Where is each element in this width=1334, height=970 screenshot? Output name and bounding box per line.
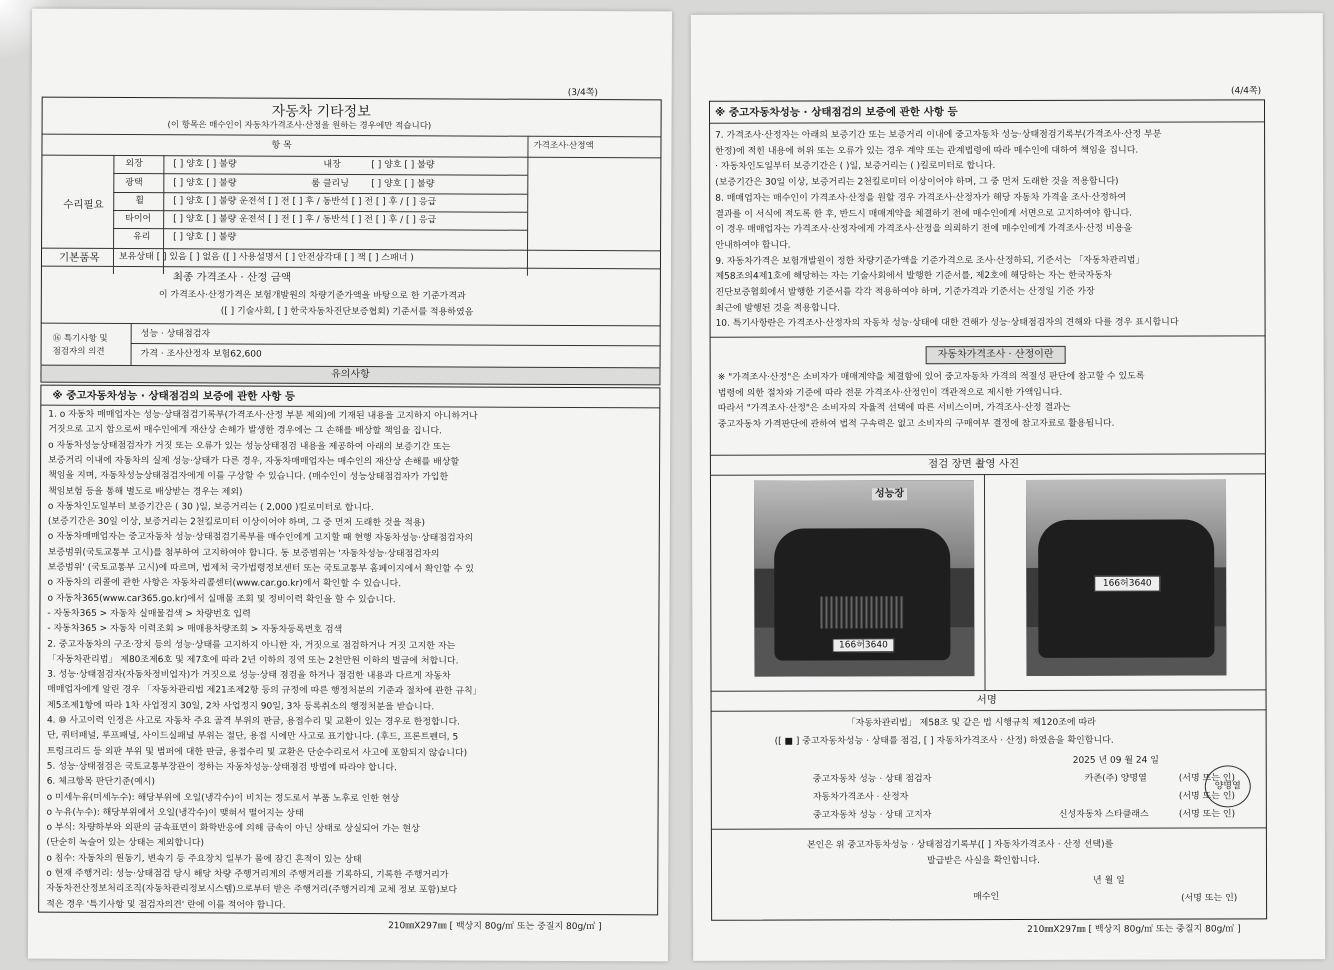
text-line: o 부식: 차량하부와 외판의 금속표면이 화학반응에 의해 금속이 아닌 상태로 상실되어 가는 현상 [46,822,420,835]
page-number: (3/4쪽) [567,87,598,99]
text-line: 법령에 의한 절차와 기준에 따라 전문 가격조사·산정인이 객관적으로 제시한 가액입니다. [717,387,1063,399]
text-line: 거짓으로 고지 함으로써 매수인에게 재산상 손해가 발생한 경우에는 그 손해를 배상할 책임을 집니다. [48,424,442,437]
text-line: 3. 성능·상태점검자(자동차정비업자)가 거짓으로 성능·상태 점검을 하거나 점검한 내용과 다르게 자동차 [47,669,451,682]
repair-item-name: 외장 [125,159,143,170]
repair-item-status: [ ] 양호 [ ] 불량 [173,232,237,243]
text-line: 보증범위(국토교통부 고시)를 첨부하여 고지하여야 합니다. 동 보증범위는 '자동차성능·상태점검자의 [47,547,440,560]
text-line: 보증범위' (국토교통부 고시)에 따르며, 법제처 국가법령정보센터 또는 국토교통부 홈페이지에서 확인할 수 있 [47,562,475,575]
text-line: 제58조의4제1호에 해당하는 자는 기술사회에서 발행한 기준서를, 제2호에 해당하는 자는 한국자동차 [715,271,1112,283]
signer-name: 카존(주) 양명열 [1084,773,1147,784]
text-line: 트렁크리드 등 외판 부위 및 범퍼에 대한 판금, 용접수리 및 교환은 단순수리로서 사고에 포함되지 않습니다) [46,746,468,759]
text-line: 매매업자에게 알린 경우 「자동차관리법 제21조제2항 등의 규정에 따른 행정처분의 기준과 절차에 관한 규칙」 [47,685,482,697]
signature-statement: ([ ■ ] 중고자동차성능 · 상태를 점검, [ ] 자동차가격조사 · 산정) 하였음을 확인합니다. [774,735,1114,747]
signature-section-title: 서명 [976,694,997,707]
column-header-price: 가격조사·산정액 [533,140,594,152]
notice-text [32,9,672,12]
text-line: (단순히 녹슬어 있는 상태는 제외합니다) [46,838,205,849]
text-line: 중고자동차 가격판단에 관하여 법적 구속력은 없고 소비자의 구매여부 결정에 참고자료로 활용됩니다. [717,418,1115,430]
repair-item-status: [ ] 양호 [ ] 불량 [173,178,237,189]
special-notes-label: 점검자의 의견 [52,346,105,357]
column-header-item: 항 목 [271,140,292,151]
final-price-title: 최종 가격조사 · 산정 금액 [172,271,292,284]
repair-item-status: [ ] 양호 [ ] 불량 운전석 [ ] 전 [ ] 후 / 동반석 [ ] 전 [ ] 후 / [ ] 응급 [173,196,437,208]
text-line: 적은 경우 '특기사항 및 점검자의견' 란에 이를 적어야 합니다. [46,899,286,911]
rear-license-plate: 166허3640 [1094,576,1160,592]
text-line: o 누유(누수): 해당부위에서 오일(냉각수)이 맺혀서 떨어지는 상태 [46,807,304,819]
repair-item-name: 내장 [323,159,341,170]
signer-mark: (서명 또는 인) [1178,791,1236,802]
receipt-statement: 발급받은 사실을 확인합니다. [926,855,1040,867]
front-license-plate: 166허3640 [832,638,894,652]
buyer-mark: (서명 또는 인) [1181,893,1238,904]
repair-item-status: [ ] 양호 [ ] 불량 운전석 [ ] 전 [ ] 후 / 동반석 [ ] 전 [ ] 후 / [ ] 응급 [173,214,437,226]
text-line: o 현재 주행거리: 성능·상태점검 당시 해당 차량 주행거리계의 주행거리를 기록하되, 기록한 주행거리가 [46,868,449,881]
text-line: 1. o 자동차 매매업자는 성능·상태점검기록부(가격조사·산정 부분 제외)에 기재된 내용을 고지하지 아니하거나 [48,409,478,422]
special-notes-label: ⑯ 특기사항 및 [52,333,108,344]
signer-role: 중고자동차 성능 · 상태 고지자 [812,810,932,821]
text-line: 따라서 "가격조사·산정"은 소비자의 자율적 선택에 따른 서비스이며, 가격조사·산정 결과는 [717,402,1071,414]
signature-date: 2025 년 09 월 24 일 [1072,755,1159,766]
warranty-title: ※ 중고자동차성능 · 상태점검의 보증에 관한 사항 등 [715,106,958,119]
inspector-row: 성능 · 상태점검자 [140,329,211,340]
price-explanation-text [691,13,1323,15]
inspection-sign: 성능장 [872,488,907,500]
rear-inspection-photo [1026,479,1227,676]
text-line: 8. 매매업자는 매수인이 가격조사·산정을 원할 경우 가격조사·산정자가 해당 자동차 가격을 조사·산정하여 [715,192,1127,204]
page-number: (4/4쪽) [1230,86,1262,97]
text-line: 한정)에 적힌 내용에 허위 또는 오류가 있는 경우 계약 또는 관계법령에 따라 매수인에 대하여 책임을 집니다. [715,145,1139,157]
text-line: o 자동차365(www.car365.go.kr)에서 실매물 조회 및 정비이력 확인을 할 수 있습니다. [47,593,396,605]
paper-spec: 210㎜X297㎜ [ 백상지 80g/㎡ 또는 중질지 80g/㎡ ] [388,921,602,933]
signer-mark: (서명 또는 인) [1178,809,1236,820]
text-line: 5. 성능·상태점검은 국토교통부장관이 정하는 자동차성능·상태점검 방법에 따라야 합니다. [46,761,397,774]
repair-item-name: 광택 [125,178,143,189]
text-line: 단, 쿼터패널, 루프패널, 사이드실패널 부위는 절단, 용접 시에만 사고로 표기합니다. (후드, 프론트펜더, 5 [46,730,459,743]
text-line: 보증거리 이내에 자동차의 실제 성능·상태가 다른 경우, 자동차매매업자는 매수인의 재산상 손해를 배상할 [48,455,460,468]
repair-item-status: [ ] 양호 [ ] 불량 [371,160,435,171]
page-4-of-4 [691,13,1325,961]
car-grille [820,596,904,628]
paper-spec: 210㎜X297㎜ [ 백상지 80g/㎡ 또는 중질지 80g/㎡ ] [1027,924,1241,935]
photo-section-title: 점검 장면 촬영 사진 [927,457,1020,471]
warranty-title: ※ 중고자동차성능 · 상태점검의 보증에 관한 사항 등 [52,389,296,403]
text-line: (보증기간은 30일 이상, 보증거리는 2천킬로미터 이상이어야 하며, 그 중 먼저 도래한 것을 적용합니다) [715,176,1119,188]
text-line: ※ "가격조사·산정"은 소비자가 매매계약을 체결함에 있어 중고자동차 가격의 적절성 판단에 참고할 수 있도록 [717,371,1145,383]
section-subtitle: (이 항목은 매수인이 자동차가격조사·산정을 원하는 경우에만 적습니다) [167,120,432,132]
basic-items-status: 보유상태 [ ] 있음 [ ] 없음 ([ ] 사용설명서 [ ] 안전삼각대 [ ] 잭 [ ] 스패너 ) [118,251,414,264]
text-line: 책임보험 등을 통해 별도로 배상받는 경우는 제외) [47,486,243,498]
signer-role: 중고자동차 성능 · 상태 점검자 [812,774,932,785]
repair-item-name: 타이어 [125,214,152,225]
signature-statement: 「자동차관리법」 제58조 및 같은 법 시행규칙 제120조에 따라 [846,717,1096,729]
text-line: 진단보증협회에서 발행한 기준서를 각각 적용하여야 하며, 기준가격과 기준서는 산정일 기준 가장 [715,286,1095,298]
text-line: o 자동차의 리콜에 관한 사항은 자동차리콜센터(www.car.go.kr)에서 확인할 수 있습니다. [47,577,402,590]
final-price-line: 이 가격조사·산정가격은 보험개발원의 차량기준가액을 바탕으로 한 기준가격과 [158,290,466,302]
text-line: o 자동차인도일부터 보증기간은 ( 30 )일, 보증거리는 ( 2,000 )킬로미터로 합니다. [47,501,374,513]
text-line: 이 경우 매매업자는 가격조사·산정자에게 가격조사·산정을 의뢰하기 전에 매수인에게 가격조사·산정 비용을 [715,223,1133,235]
page-3-of-4 [28,9,672,962]
front-inspection-photo [754,480,975,677]
final-price-line: ([ ] 기술사회, [ ] 한국자동차진단보증협회) 기준서를 적용하였음 [220,306,474,318]
text-line: o 침수: 자동차의 원동기, 변속기 등 주요장치 일부가 물에 잠긴 흔적이 있는 상태 [46,853,362,865]
text-line: 4. ⑩ 사고이력 인정은 사고로 자동차 주요 골격 부위의 판금, 용접수리 및 교환이 있는 경우로 한정합니다. [46,715,461,728]
text-line: o 미세누유(미세누수): 해당부위에 오일(냉각수)이 비치는 정도로서 부품 노후로 인한 현상 [46,792,400,804]
receipt-date: 년 월 일 [1093,875,1125,886]
signer-name: 신성자동차 스타클래스 [1058,809,1149,820]
text-line: 6. 체크항목 판단기준(예시) [46,776,156,788]
repair-item-name: 유리 [133,232,151,243]
text-line: 7. 가격조사·산정자는 아래의 보증기간 또는 보증거리 이내에 중고자동차 성능·상태점검기록부(가격조사·산정 부분 [715,129,1162,141]
text-line: 책임을 지며, 자동차성능상태점검자에게 이를 구상할 수 있습니다. (매수인이 성능상태점검자가 가입한 [48,470,449,483]
signer-role: 자동차가격조사 · 산정자 [812,792,909,803]
warranty-text [691,13,1323,15]
price-inspector-row: 가격 · 조사산정자 보험62,600 [140,349,262,360]
repair-item-name: 룸 클리닝 [311,178,349,189]
text-line: 안내하여야 합니다. [715,240,791,251]
text-line: · 자동차인도일부터 보증기간은 ( )일, 보증거리는 ( )킬로미터로 합니다. [715,161,996,173]
text-line: - 자동차365 > 자동차 실매물검색 > 차량번호 입력 [47,608,251,620]
section-title: 자동차 기타정보 [271,103,371,121]
repair-needed-label: 수리필요 [63,198,104,211]
receipt-statement: 본인은 위 중고자동차성능 · 상태점검기록부([ ] 자동차가격조사 · 산정 선택)를 [806,839,1114,851]
basic-items-label: 기본품목 [58,251,100,264]
text-line: 10. 특기사항란은 가격조사·산정자의 자동차 성능·상태에 대한 견해가 성능·상태점검자의 견해와 다를 경우 표시합니다 [715,317,1179,330]
repair-item-status: [ ] 양호 [ ] 불량 [173,159,237,170]
text-line: (보증기간은 30일 이상, 보증거리는 2천킬로미터 이상이어야 하며, 그 중 먼저 도래한 것을 적용) [47,516,426,529]
notice-title: 유의사항 [40,365,660,386]
text-line: 자동차전산정보처리조직(자동차관리정보시스템)으로부터 받은 주행거리(주행거리계 교체 정보 포함)보다 [46,883,458,896]
buyer-label: 매수인 [973,892,1000,903]
text-line: 「자동차관리법」 제80조제6호 및 제7호에 따라 2년 이하의 징역 또는 2천만원 이하의 벌금에 처합니다. [47,654,459,667]
text-line: - 자동차365 > 자동차 이력조회 > 매매용차량조회 > 자동차등록번호 검색 [47,623,343,636]
repair-item-name: 휠 [135,196,144,207]
text-line: 2. 중고자동차의 구조·장치 등의 성능·상태를 고지하지 아니한 자, 거짓으로 점검하거나 거짓 고지한 자는 [47,639,456,651]
text-line: o 자동차매매업자는 중고자동차 성능·상태점검기록부를 매수인에게 고지할 때 현행 자동차성능·상태점검자의 [47,532,474,544]
text-line: o 자동차성능상태점검자가 거짓 또는 오류가 있는 성능상태점검 내용을 제공하여 아래의 보증기간 또는 [48,440,451,453]
price-explanation-title: 자동차가격조사 · 산정이란 [926,346,1066,364]
seal-stamp: 양명열 [1205,765,1251,807]
text-line: 최근에 발행된 것을 적용합니다. [715,303,841,314]
text-line: 결과를 이 서식에 적도록 한 후, 반드시 매매계약을 체결하기 전에 매수인에게 서면으로 고지하여야 합니다. [715,208,1133,220]
text-line: 제5조제1항에 따라 1차 사업정지 30일, 2차 사업정지 90일, 3차 등록취소의 행정처분을 받습니다. [47,700,435,713]
repair-item-status: [ ] 양호 [ ] 불량 [371,179,435,190]
signer-mark: (서명 또는 인) [1178,773,1235,784]
text-line: 9. 자동차가격은 보험개발원이 정한 차량기준가액을 기준가격으로 조사·산정하되, 기준서는 「자동차관리법」 [715,255,1145,267]
